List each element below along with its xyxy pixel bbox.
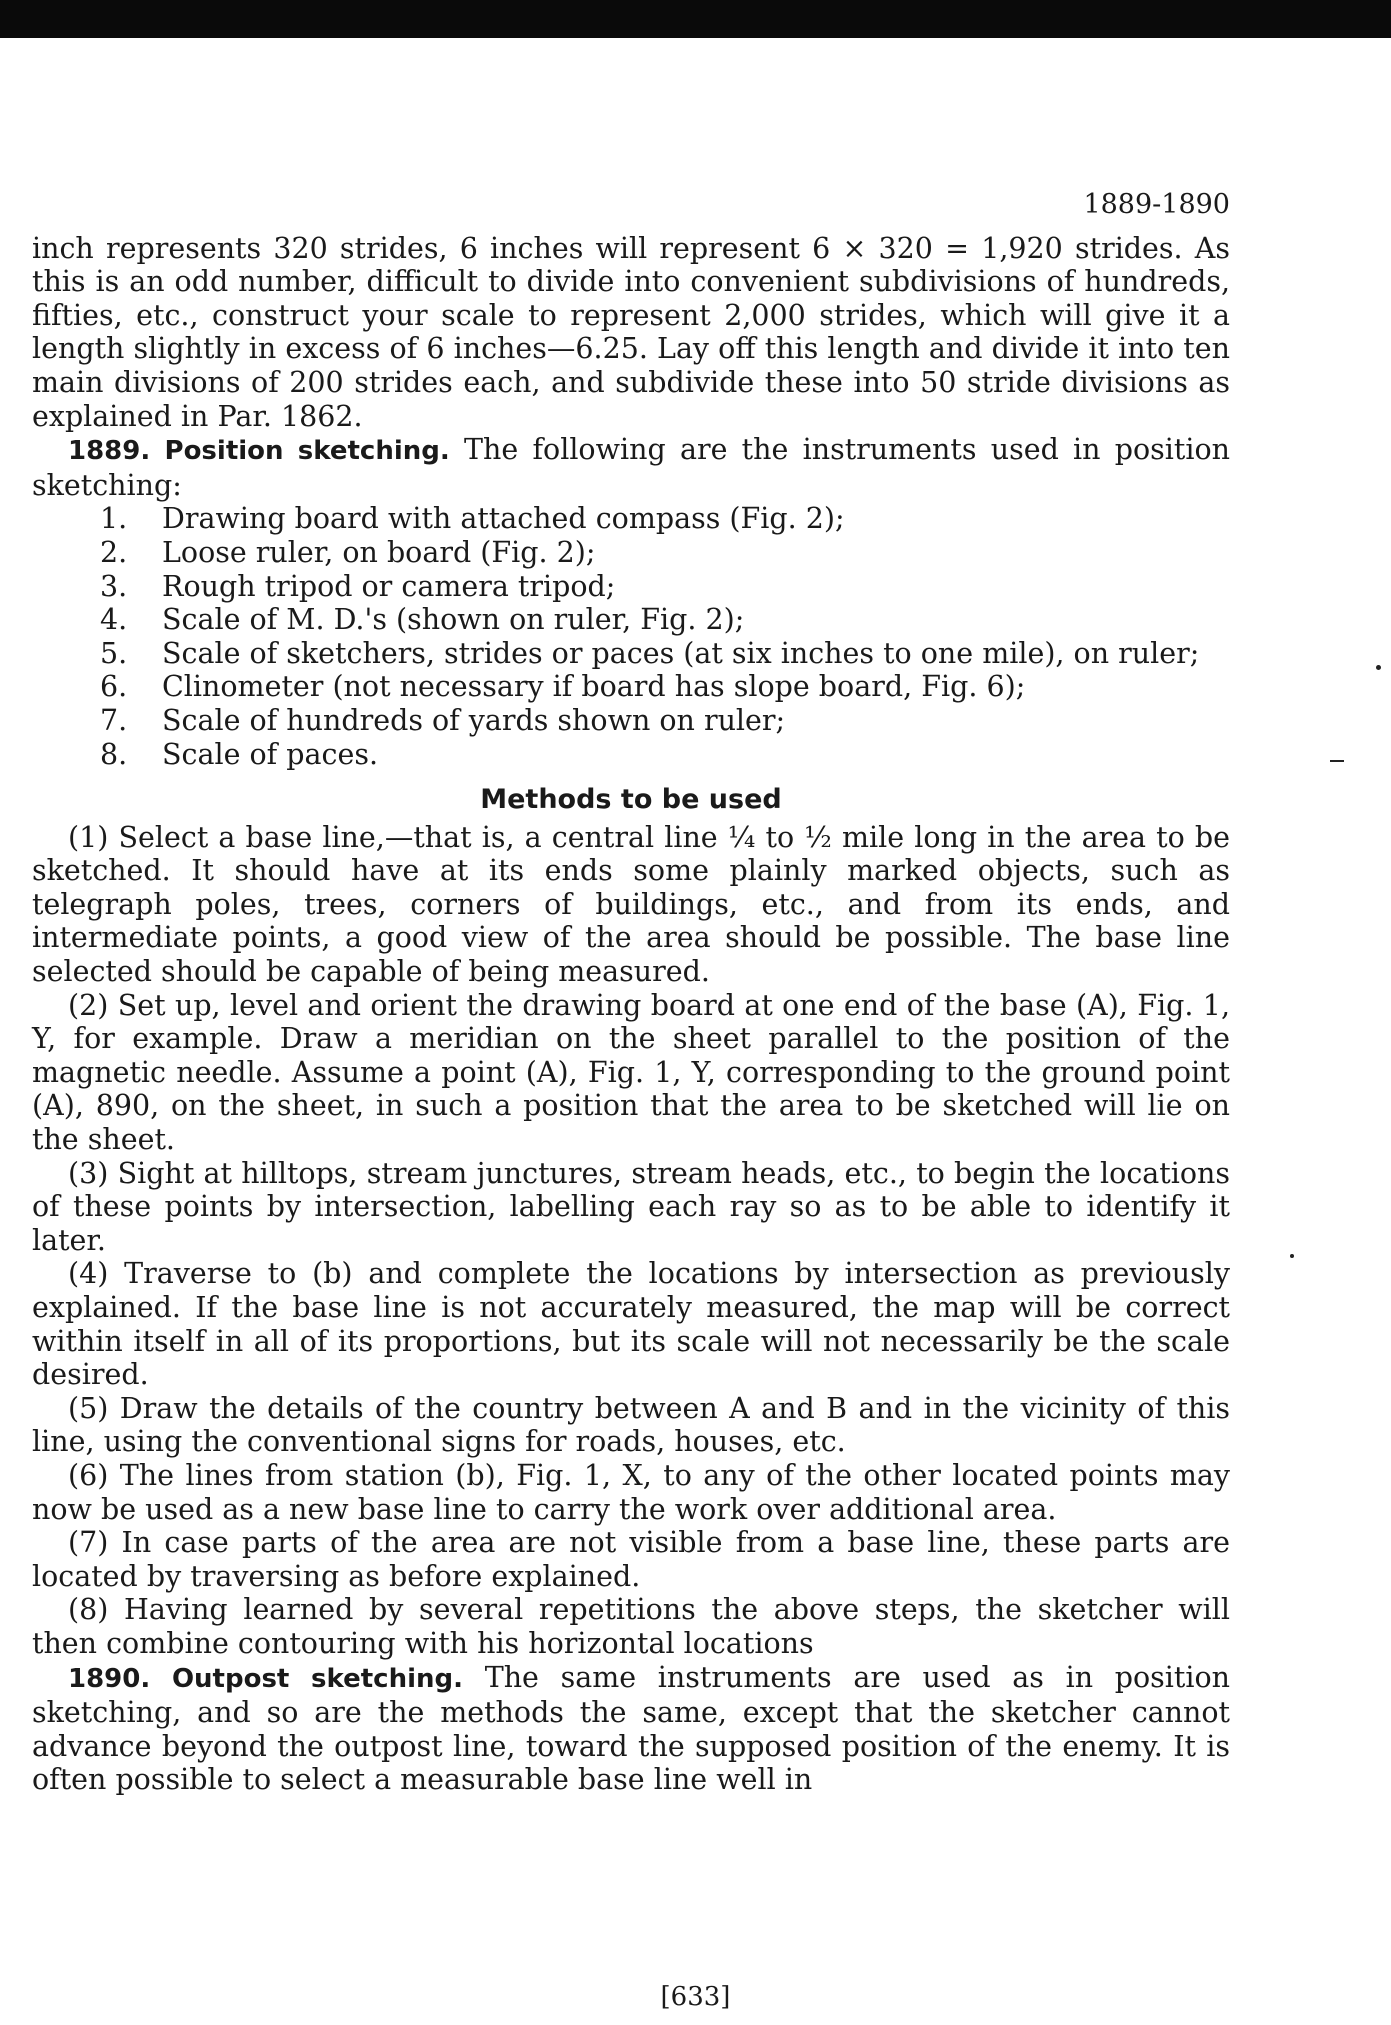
scan-speck	[1376, 665, 1381, 670]
method-step-1: (1) Select a base line,—that is, a central line ¼ to ½ mile long in the area to be sketched. It should have at its ends some plainly marked objects, such as telegraph poles, trees, corners of buildings, etc., and from its ends, and intermediate points, a good view of the area should be possible. The base line selected should be capable of being measured.	[32, 820, 1230, 989]
list-item	[32, 704, 1230, 738]
list-item-text: Scale of hundreds of yards shown on ruler;	[162, 703, 786, 737]
method-step-7: (7) In case parts of the area are not visible from a base line, these parts are located by traversing as before explained.	[32, 1526, 1230, 1593]
paragraph-title: Position sketching.	[164, 436, 450, 467]
paragraph-number: 1890.	[68, 1663, 151, 1694]
list-item-text: Drawing board with attached compass (Fig. 2);	[162, 502, 845, 536]
paragraph-intro: The following are the instruments used in position sketching:	[32, 433, 1231, 502]
list-item-text: Scale of M. D.'s (shown on ruler, Fig. 2);	[162, 603, 745, 637]
scan-speck	[1290, 1254, 1294, 1258]
list-item	[32, 536, 1230, 570]
scan-speck	[1330, 760, 1344, 762]
running-head: 1889-1890	[1083, 189, 1230, 220]
list-item-number: 3.	[100, 569, 128, 603]
paragraph-1889	[32, 433, 1230, 502]
list-item	[32, 670, 1230, 704]
paragraph-number: 1889.	[68, 436, 151, 467]
list-item	[32, 738, 1230, 772]
paragraph-title: Outpost sketching.	[171, 1663, 463, 1694]
list-item-number: 2.	[100, 535, 128, 569]
top-scan-border	[0, 0, 1391, 38]
opening-paragraph: inch represents 320 strides, 6 inches will represent 6 × 320 = 1,920 strides. As this is an odd number, difficult to divide into convenient subdivisions of hundreds, fifties, etc., construct your scale to represent 2,000 strides, which will give it a length slightly in excess of 6 inches—6.25. Lay off this length and divide it into ten main divisions of 200 strides each, and subdivide these into 50 stride divisions as explained in Par. 1862.	[32, 231, 1230, 433]
instrument-list	[32, 502, 1230, 771]
list-item-text: Scale of paces.	[162, 737, 379, 771]
method-step-2: (2) Set up, level and orient the drawing board at one end of the base (A), Fig. 1, Y, for example. Draw a meridian on the sheet parallel to the position of the magnetic needle. Assume a point (A), Fig. 1, Y, corresponding to the ground point (A), 890, on the sheet, in such a position that the area to be sketched will lie on the sheet.	[32, 988, 1230, 1157]
method-step-3: (3) Sight at hilltops, stream junctures, stream heads, etc., to begin the locations of these points by intersection, labelling each ray so as to be able to identify it later.	[32, 1156, 1230, 1257]
list-item-text: Scale of sketchers, strides or paces (at six inches to one mile), on ruler;	[162, 636, 1200, 670]
method-step-5: (5) Draw the details of the country between A and B and in the vicinity of this line, using the conventional signs for roads, houses, etc.	[32, 1391, 1230, 1459]
method-step-8: (8) Having learned by several repetitions the above steps, the sketcher will then combine contouring with his horizontal locations	[32, 1593, 1230, 1660]
paragraph-1890	[32, 1661, 1230, 1797]
list-item	[32, 502, 1230, 536]
list-item	[32, 570, 1230, 604]
section-heading: Methods to be used	[480, 784, 782, 816]
method-step-6: (6) The lines from station (b), Fig. 1, X, to any of the other located points may now be used as a new base line to carry the work over additional area.	[32, 1458, 1230, 1526]
list-item-number: 6.	[100, 670, 128, 704]
list-item-text: Clinometer (not necessary if board has slope board, Fig. 6);	[162, 670, 1026, 704]
list-item	[32, 637, 1230, 671]
list-item-number: 4.	[100, 603, 128, 637]
list-item-text: Loose ruler, on board (Fig. 2);	[162, 535, 596, 569]
method-step-4: (4) Traverse to (b) and complete the locations by intersection as previously explained. If the base line is not accurately measured, the map will be correct within itself in all of its proportions, but its scale will not necessarily be the scale desired.	[32, 1257, 1230, 1392]
list-item-number: 8.	[100, 737, 128, 771]
page-number: [633]	[660, 1982, 731, 2012]
paragraph-text: The same instruments are used as in position sketching, and so are the methods the same, except that the sketcher cannot advance beyond the outpost line, toward the supposed position of the enemy. It is often possible to select a measurable base line well in	[32, 1660, 1230, 1797]
list-item-text: Rough tripod or camera tripod;	[162, 569, 616, 603]
list-item-number: 1.	[100, 502, 128, 536]
list-item-number: 5.	[100, 636, 128, 670]
list-item	[32, 603, 1230, 637]
list-item-number: 7.	[100, 703, 128, 737]
page-body	[32, 188, 1230, 1797]
